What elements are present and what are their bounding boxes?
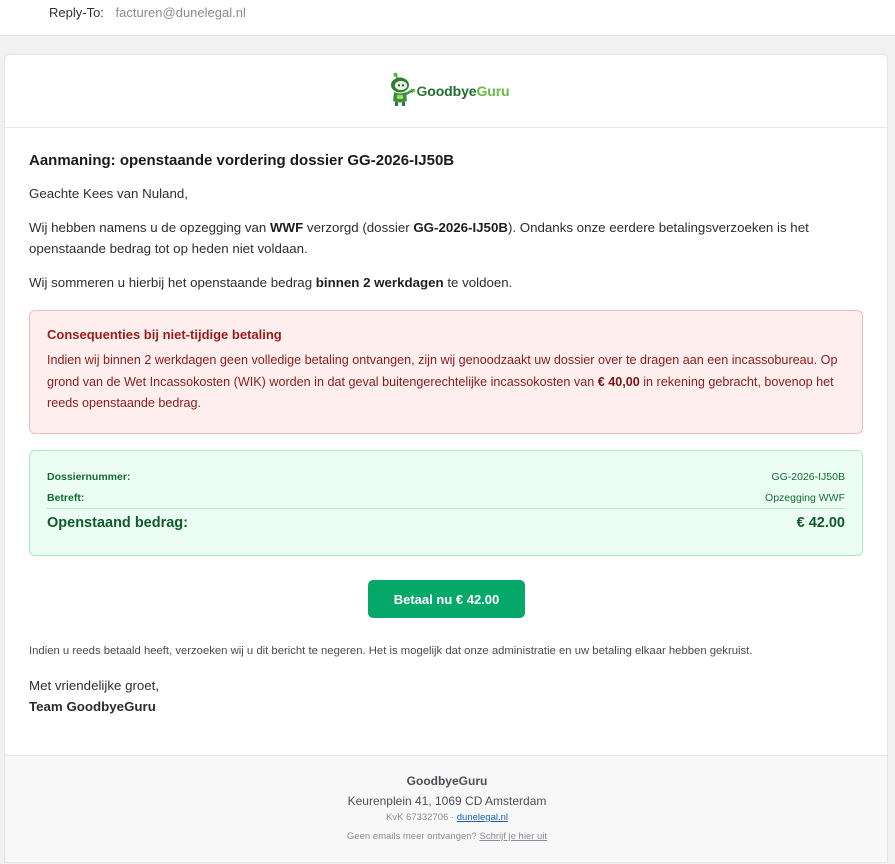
email-footer	[5, 755, 888, 863]
closing-regards: Met vriendelijke groet,	[29, 678, 160, 693]
para1-a: Wij hebben namens u de opzegging van	[29, 220, 270, 235]
warning-text-c: in rekening gebracht, bovenop het reeds openstaande bedrag.	[47, 374, 834, 410]
footer-company: GoodbyeGuru	[406, 774, 488, 788]
amount-label: Openstaand bedrag:	[47, 515, 188, 531]
para2-deadline: binnen 2 werkdagen	[315, 275, 444, 290]
para1-c: verzorgd (dossier	[303, 220, 414, 235]
subject-value: Opzegging WWF	[765, 492, 845, 504]
reply-to-label: Reply-To:	[49, 5, 104, 20]
footer-address: Keurenplein 41, 1069 CD Amsterdam	[347, 794, 547, 808]
dossier-value: GG-2026-IJ50B	[771, 471, 845, 483]
already-paid-note: Indien u reeds betaald heeft, verzoeken wij u dit bericht te negeren. Het is mogelijk dat onze administratie en uw betaling elkaar hebben gekruist.	[29, 645, 753, 657]
amount-value: € 42.00	[796, 515, 845, 531]
unsubscribe-link[interactable]: Schrijf je hier uit	[479, 831, 548, 842]
reply-to-value[interactable]: facturen@dunelegal.nl	[115, 5, 246, 20]
logo-text-oodbye: oodbye	[427, 83, 477, 99]
warning-box	[29, 310, 863, 434]
payment-summary-box	[29, 450, 863, 556]
dossier-row	[47, 471, 845, 483]
logo-wordmark	[416, 83, 509, 99]
paragraph-1	[29, 217, 849, 259]
subject-label: Betreft:	[47, 492, 85, 504]
warning-text-a: Indien wij binnen 2 werkdagen geen volledige betaling ontvangen, zijn wij genoodzaakt uw dossier over te dragen aan een incassobureau. Op grond van de Wet Incassokosten (WIK) worden in dat geval buitengerechtelijke incassokosten van	[47, 353, 838, 389]
logo-header	[5, 55, 887, 128]
paragraph-2	[29, 272, 849, 293]
footer-website-link[interactable]: dunelegal.nl	[456, 812, 509, 823]
summary-divider	[47, 508, 845, 509]
pay-now-button[interactable]: Betaal nu € 42.00	[368, 580, 525, 618]
para2-a: Wij sommeren u hierbij het openstaande bedrag	[29, 275, 316, 290]
goodbyeguru-logo[interactable]	[386, 72, 509, 111]
footer-kvk-line	[5, 812, 888, 823]
closing-team: Team GoodbyeGuru	[29, 699, 156, 714]
dossier-label: Dossiernummer:	[47, 471, 131, 483]
warning-fee: € 40,00	[597, 374, 640, 389]
reply-to-line	[49, 5, 246, 21]
email-body-card	[4, 54, 888, 863]
para1-dossier: GG-2026-IJ50B	[413, 220, 508, 235]
email-title: Aanmaning: openstaande vordering dossier GG-2026-IJ50B	[29, 152, 455, 169]
subject-row	[47, 492, 845, 504]
email-header-bar	[0, 0, 895, 36]
para1-e: ). Ondanks onze eerdere betalingsverzoeken is het openstaande bedrag tot op heden niet voldaan.	[29, 220, 809, 256]
robot-mascot-icon	[386, 72, 416, 111]
logo-text-guru: Guru	[476, 83, 510, 99]
greeting: Geachte Kees van Nuland,	[29, 186, 188, 201]
para2-c: te voldoen.	[443, 275, 513, 290]
footer-kvk: KvK 67332706 ·	[385, 812, 457, 823]
warning-title: Consequenties bij niet-tijdige betaling	[47, 327, 282, 342]
footer-unsubscribe-line	[5, 831, 888, 842]
unsubscribe-prefix: Geen emails meer ontvangen?	[346, 831, 480, 842]
logo-text-g: G	[416, 83, 428, 99]
amount-row	[47, 515, 845, 531]
para1-company: WWF	[270, 220, 304, 235]
warning-text	[47, 350, 845, 415]
